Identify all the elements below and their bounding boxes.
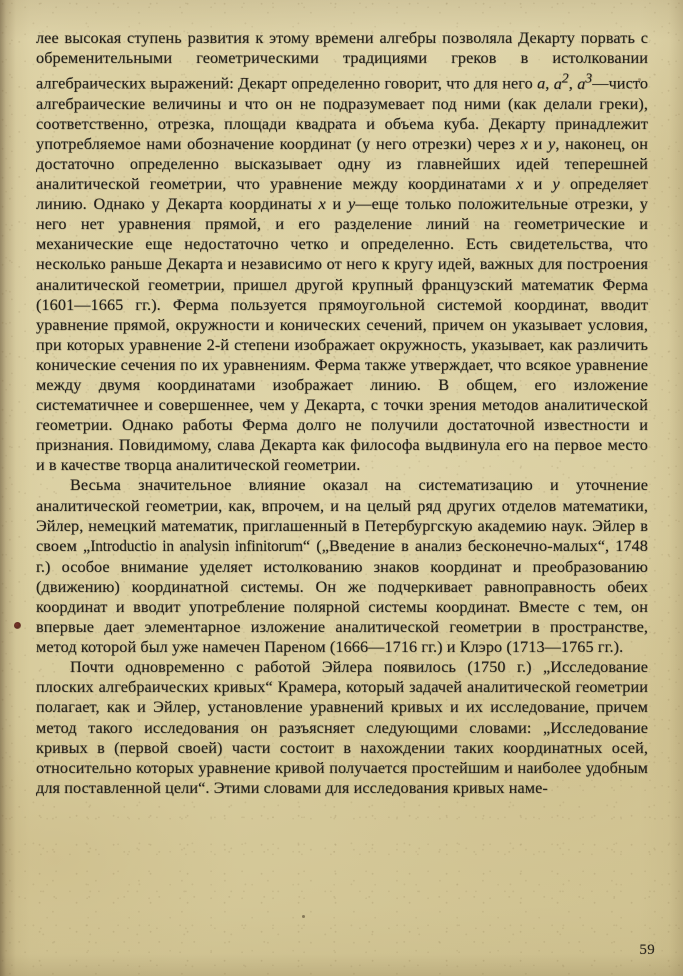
math-symbol-y-3: y: [348, 195, 356, 214]
paragraph-2: [36, 475, 648, 657]
math-symbol-a-cubed: $a^3$: [577, 70, 593, 93]
conj-and-1: и: [528, 134, 549, 153]
ink-blot-margin-mark: [14, 622, 21, 629]
math-symbol-x-2: x: [516, 175, 524, 194]
paragraph-2-segment-after-latin: “ („Введение в анализ бесконечно-малых“, 1748 г.) особое внимание уделяет истолкованию знаков координат и преобразованию (движению) координатной системы. Он же подчеркивает равноправность обеих координат и вводит употребление полярной системы координат. Вместе с тем, он впервые дает элементарное изложение аналитической геометрии в пространстве, метод которой был уже намечен Пареном (1666—1716 гг.) и Клэро (1713—1765 гг.).: [36, 536, 648, 657]
paragraph-1-segment-c: , наконец, он достаточно определенно высказывает одну из главнейших идей теперешней аналитической геометрии, что уравнение между координатами: [36, 134, 648, 194]
punct-comma-2: ,: [568, 74, 578, 93]
latin-work-title: Introductio in analysin infinitorum: [90, 537, 303, 555]
math-symbol-y-1: y: [548, 134, 556, 153]
math-symbol-a: a: [537, 74, 546, 93]
punct-comma-1: ,: [545, 74, 554, 93]
paragraph-1-segment-a: лее высокая ступень развития к этому времени алгебры позволяла Декарту порвать с обременительными геометрическими традициями греков в истолковании алгебраических выражений: Декарт определенно говорит, что для него: [36, 29, 648, 93]
page-text-block: [36, 28, 648, 798]
math-symbol-x-1: x: [520, 134, 529, 153]
conj-and-2: и: [523, 175, 553, 194]
paragraph-1-segment-b: —чисто алгебраические величины и что он не подразумевает под ними (как делали греки), соответственно, отрезка, площади квадрата и объема куба. Декарту принадлежит употребляемое нами обозначение координат (у него отрезки) через: [36, 74, 649, 153]
paper-speck-upper-right: [638, 78, 641, 81]
page-number: 59: [639, 942, 655, 958]
paper-speck-lower: [302, 915, 305, 918]
paragraph-1-segment-d: определяет линию. Однако у Декарта координаты: [36, 175, 648, 214]
paragraph-1-segment-e: —еще только положительные отрезки, у него нет уравнения прямой, и его разделение линий на геометрические и механические еще недостаточно четко и определенно. Есть свидетельства, что несколько раньше Декарта и независимо от него к кругу идей, важных для построения аналитической геометрии, пришел другой крупный французский математик Ферма (1601—1665 гг.). Ферма пользуется прямоугольной системой координат, вводит уравнение прямой, окружности и конических сечений, причем он указывает условия, при которых уравнение 2-й степени изображает окружность, указывает, как различить конические сечения по их уравнениям. Ферма также утверждает, что всякое уравнение между двумя координатами изображает линию. В общем, его изложение систематичнее и совершеннее, чем у Декарта, с точки зрения методов аналитической геометрии. Однако работы Ферма долго не получили достаточной известности и признания. Повидимому, слава Декарта как философа выдвинула его на первое место и в качестве творца аналитической геометрии.: [36, 195, 648, 475]
math-symbol-y-2: y: [552, 175, 560, 194]
math-symbol-x-3: x: [318, 195, 326, 214]
math-symbol-a-squared: $a^2$: [553, 70, 569, 93]
paragraph-1: [36, 28, 648, 475]
conj-and-3: и: [325, 195, 348, 214]
paragraph-2-segment-before-latin: Весьма значительное влияние оказал на систематизацию и уточнение аналитической геометрии, как, впрочем, и на целый ряд других отделов математики, Эйлер, немецкий математик, приглашенный в Петербургскую академию наук. Эйлер в своем „: [36, 476, 648, 555]
paragraph-3: Почти одновременно с работой Эйлера появилось (1750 г.) „Исследование плоских алгебраических кривых“ Крамера, который задачей аналитической геометрии полагает, как и Эйлер, установление уравнений кривых и их исследование, причем метод такого исследования он разъясняет следующими словами: „Исследование кривых в (первой своей) части состоит в нахождении таких координатных осей, относительно которых уравнение кривой получается простейшим и наиболее удобным для поставленной цели“. Этими словами для исследования кривых наме-: [36, 658, 648, 797]
